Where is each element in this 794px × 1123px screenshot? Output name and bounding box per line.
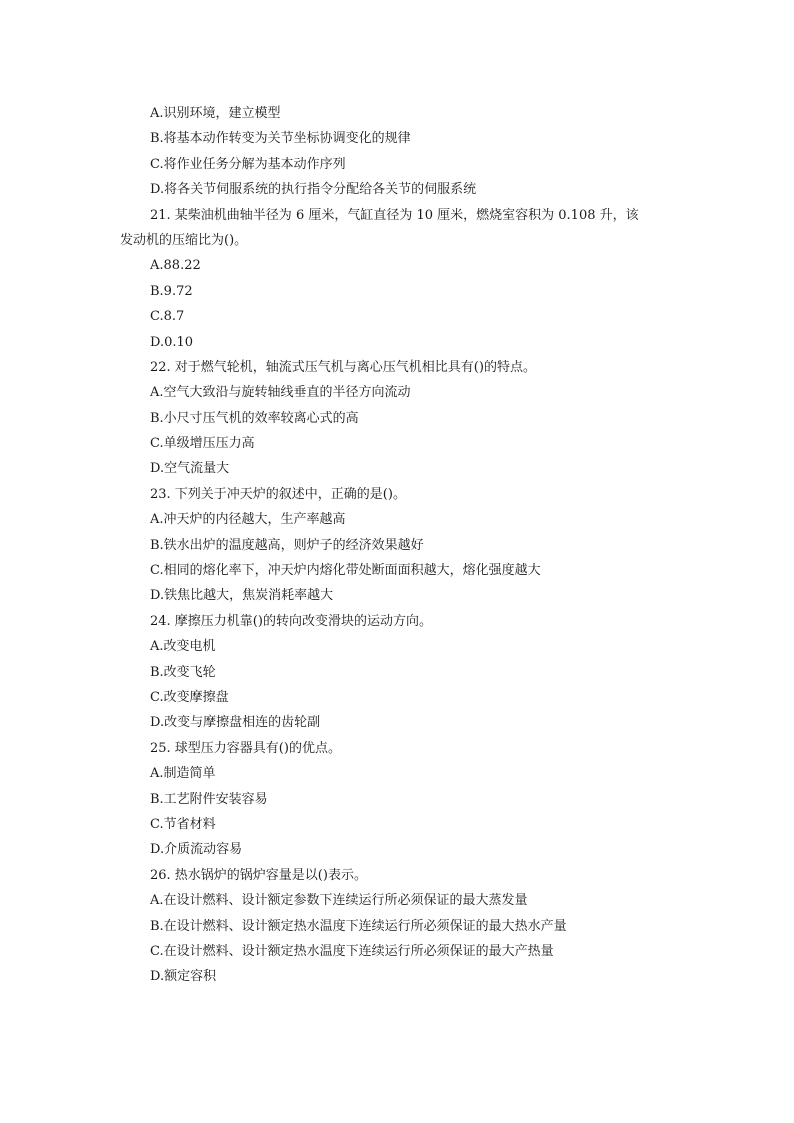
option-line: A.改变电机 [150,639,216,655]
option-line: A.在设计燃料、设计额定参数下连续运行所必须保证的最大蒸发量 [150,893,528,909]
option-line: C.改变摩擦盘 [150,689,229,705]
question-stem: 21. 某柴油机曲轴半径为 6 厘米，气缸直径为 10 厘米，燃烧室容积为 0.108 升，该 [150,207,639,223]
option-line: B.工艺附件安装容易 [150,791,268,807]
option-line: A.空气大致沿与旋转轴线垂直的半径方向流动 [150,385,411,401]
option-line: B.将基本动作转变为关节坐标协调变化的规律 [150,131,411,147]
option-line: D.0.10 [150,334,194,350]
option-line: B.铁水出炉的温度越高，则炉子的经济效果越好 [150,537,424,553]
option-line: C.相同的熔化率下，冲天炉内熔化带处断面面积越大，熔化强度越大 [150,563,541,579]
option-line: A.制造简单 [150,766,216,782]
option-line: B.在设计燃料、设计额定热水温度下连续运行所必须保证的最大热水产量 [150,918,567,934]
question-stem: 24. 摩擦压力机靠()的转向改变滑块的运动方向。 [150,613,432,629]
option-line: C.在设计燃料、设计额定热水温度下连续运行所必须保证的最大产热量 [150,943,554,959]
question-stem-continuation: 发动机的压缩比为()。 [120,232,248,248]
question-stem: 22. 对于燃气轮机，轴流式压气机与离心压气机相比具有()的特点。 [150,359,536,375]
option-line: B.改变飞轮 [150,664,216,680]
option-line: D.改变与摩擦盘相连的齿轮副 [150,715,321,731]
question-stem: 25. 球型压力容器具有()的优点。 [150,740,341,756]
option-line: C.8.7 [150,309,185,325]
question-stem: 23. 下列关于冲天炉的叙述中，正确的是()。 [150,486,406,502]
option-line: D.空气流量大 [150,461,230,477]
option-line: C.节省材料 [150,816,216,832]
question-stem: 26. 热水锅炉的锅炉容量是以()表示。 [150,867,367,883]
option-line: A.冲天炉的内径越大，生产率越高 [150,512,346,528]
option-line: A.88.22 [150,258,201,274]
option-line: D.额定容积 [150,969,217,985]
option-line: D.介质流动容易 [150,842,243,858]
question-list [120,101,680,990]
option-line: D.铁焦比越大，焦炭消耗率越大 [150,588,334,604]
option-line: D.将各关节伺服系统的执行指令分配给各关节的伺服系统 [150,182,477,198]
option-line: B.小尺寸压气机的效率较离心式的高 [150,410,359,426]
option-line: C.将作业任务分解为基本动作序列 [150,156,346,172]
option-line: A.识别环境，建立模型 [150,106,281,121]
option-line: B.9.72 [150,283,193,299]
option-line: C.单级增压压力高 [150,436,255,452]
